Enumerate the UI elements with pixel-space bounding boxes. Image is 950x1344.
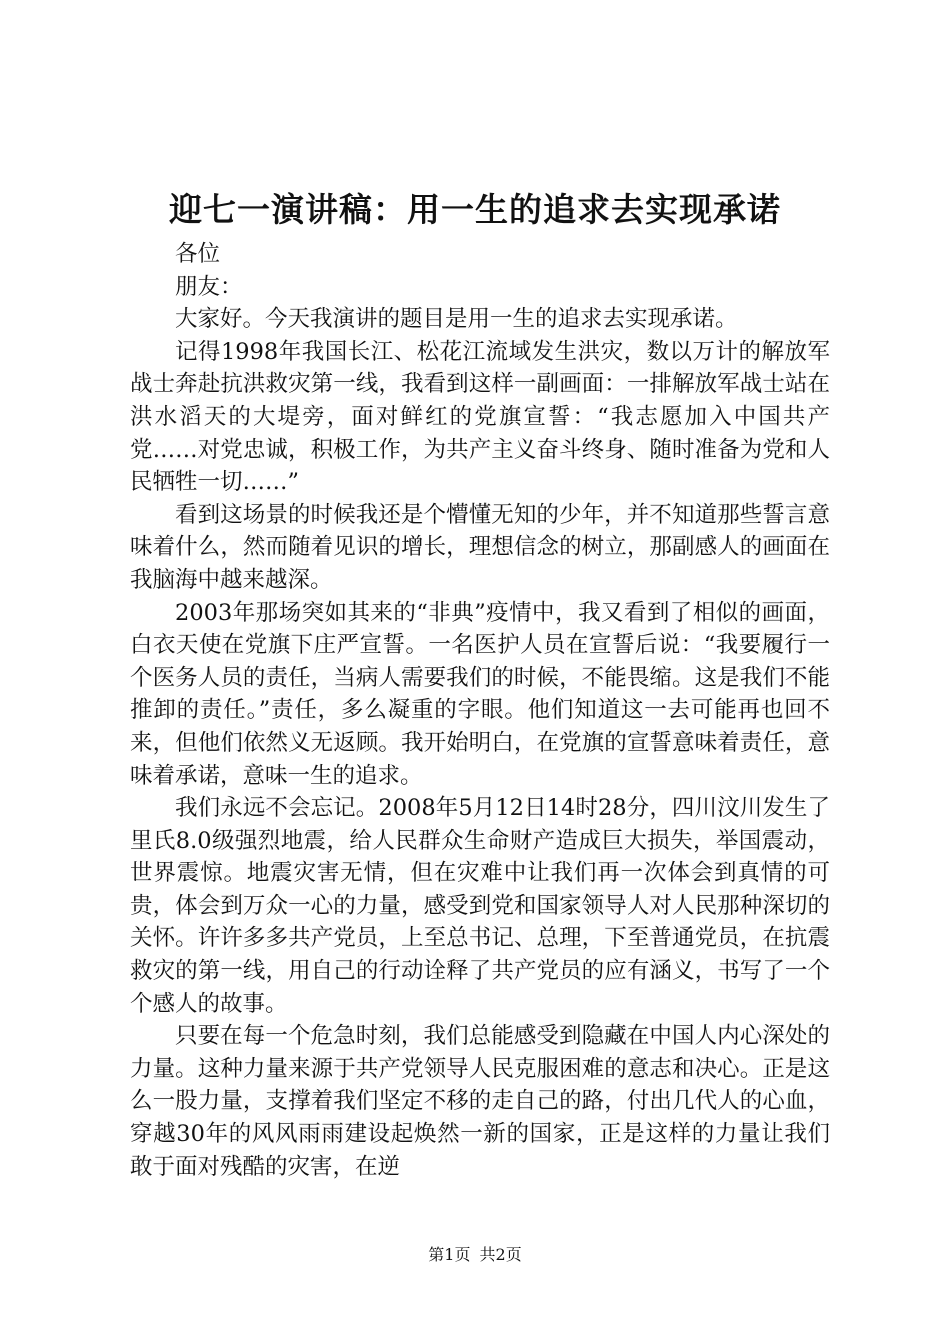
paragraph: 各位 <box>175 241 221 267</box>
page-total: 共2页 <box>479 1245 522 1264</box>
paragraph: 我们永远不会忘记。2008年5月12日14时28分，四川汶川发生了里氏8.0级强烈地震，给人民群众生命财产造成巨大损失，举国震动，世界震惊。地震灾害无情，但在灾难中让我们再一次体会到真情的可贵，体会到万众一心的力量，感受到党和国家领导人对人民那种深切的关怀。许许多多共产党员，上至总书记、总理，下至普通党员，在抗震救灾的第一线，用自己的行动诠释了共产党员的应有涵义，书写了一个个感人的故事。 <box>130 795 830 1017</box>
paragraph: 看到这场景的时候我还是个懵懂无知的少年，并不知道那些誓言意味着什么，然而随着见识的增长，理想信念的树立，那副感人的画面在我脑海中越来越深。 <box>130 501 830 593</box>
paragraph: 记得1998年我国长江、松花江流域发生洪灾，数以万计的解放军战士奔赴抗洪救灾第一线，我看到这样一副画面：一排解放军战士站在洪水滔天的大堤旁，面对鲜红的党旗宣誓：“我志愿加入中国共产党……对党忠诚，积极工作，为共产主义奋斗终身、随时准备为党和人民牺牲一切……” <box>130 338 830 496</box>
paragraph: 朋友： <box>175 273 243 300</box>
page-footer <box>0 1244 950 1266</box>
document-body <box>130 238 830 1183</box>
page-number: 第1页 <box>428 1245 471 1264</box>
paragraph: 只要在每一个危急时刻，我们总能感受到隐藏在中国人内心深处的力量。这种力量来源于共产党领导人民克服困难的意志和决心。正是这么一股力量，支撑着我们坚定不移的走自己的路，付出几代人的心血，穿越30年的风风雨雨建设起焕然一新的国家，正是这样的力量让我们敢于面对残酷的灾害，在逆 <box>130 1023 830 1180</box>
document-title: 迎七一演讲稿：用一生的追求去实现承诺 <box>169 190 781 229</box>
paragraph: 大家好。今天我演讲的题目是用一生的追求去实现承诺。 <box>175 306 738 333</box>
paragraph: 2003年那场突如其来的“非典”疫情中，我又看到了相似的画面，白衣天使在党旗下庄严宣誓。一名医护人员在宣誓后说：“我要履行一个医务人员的责任，当病人需要我们的时候，不能畏缩。这是我们不能推卸的责任。”责任，多么凝重的字眼。他们知道这一去可能再也回不来，但他们依然义无返顾。我开始明白，在党旗的宣誓意味着责任，意味着承诺，意味一生的追求。 <box>130 599 830 789</box>
